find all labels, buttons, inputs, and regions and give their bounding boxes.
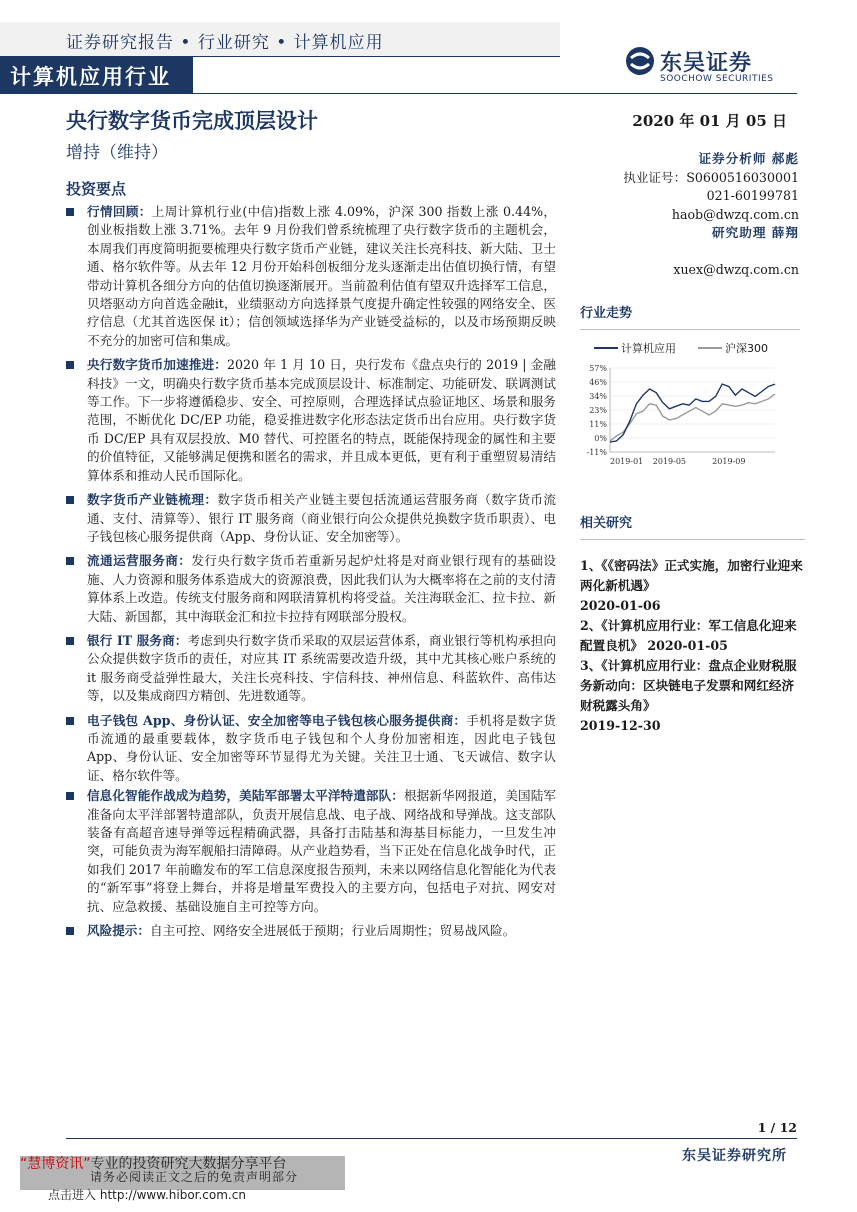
watermark-link[interactable]: 点击进入 http://www.hibor.com.cn: [48, 1188, 246, 1202]
analyst-phone: 021-60199781: [706, 188, 799, 203]
legend-item-csi300: [698, 340, 768, 356]
logo-mark-icon: [625, 46, 655, 76]
bullet-square-icon: [66, 208, 74, 216]
bullet-square-icon: [66, 557, 74, 565]
bullet-square-icon: [66, 496, 74, 504]
related-item[interactable]: 1、《《密码法》正式实施，加密行业迎来两化新机遇》 2020-01-06: [580, 558, 803, 613]
series-line: [610, 394, 775, 441]
legend-swatch: [698, 347, 722, 349]
bullet-operators: 流通运营服务商：发行央行数字货币若重新另起炉灶将是对商业银行现有的基础设施、人力资源和服务体系造成大的资源浪费，因此我们认为大概率将在之前的支付清算体系上改造。传统支付服务商和网联清算机构将受益。关注海联金汇、拉卡拉、新大陆、新国都，其中海联金汇和拉卡拉持有网联部分股权。: [66, 552, 556, 626]
legend-swatch: [594, 347, 618, 349]
breadcrumb: 证券研究报告 • 行业研究 • 计算机应用: [66, 33, 384, 53]
watermark-brand: “慧博资讯”: [20, 1156, 91, 1172]
legend-label: 沪深300: [725, 342, 768, 355]
y-tick-label: 34%: [589, 392, 607, 401]
bullet-square-icon: [66, 361, 74, 369]
bullet-industry-chain: 数字货币产业链梳理：数字货币相关产业链主要包括流通运营服务商（数字货币流通、支付、清算等）、银行 IT 服务商（商业银行向公众提供兑换数字货币职责）、电子钱包核心服务提供商（App、身份认证、安全加密等）。: [66, 491, 556, 546]
summary-column: [66, 178, 556, 940]
logo-text-en: SOOCHOW SECURITIES: [660, 74, 774, 84]
assistant-name: 研究助理 薛翔: [712, 225, 799, 240]
x-tick-label: 2019-09: [712, 457, 746, 466]
company-logo: [625, 46, 800, 88]
assistant-email[interactable]: xuex@dwzq.com.cn: [673, 261, 799, 277]
bullet-wallet: 电子钱包 App、身份认证、安全加密等电子钱包核心服务提供商：手机将是数字货币流通的最重要载体，数字货币电子钱包和个人身份加密相连，因此电子钱包 App、身份认证、安全加密等环节显得尤为关键。关注卫士通、飞天诚信、数字认证、格尔软件等。: [66, 712, 556, 786]
y-tick-label: 0%: [594, 434, 607, 443]
industry-trend-chart: [580, 302, 800, 469]
line-chart: [580, 364, 800, 469]
analyst-email[interactable]: haob@dwzq.com.cn: [671, 206, 799, 222]
related-item[interactable]: 2、《计算机应用行业：军工信息化迎来配置良机》 2020-01-05: [580, 618, 797, 653]
page-number: 1 / 12: [757, 1120, 797, 1135]
bullet-square-icon: [66, 927, 74, 935]
bullet-bank-it: 银行 IT 服务商：考虑到央行数字货币采取的双层运营体系，商业银行等机构承担向公众提供数字货币的责任，对应其 IT 系统需要改造升级，其中尤其核心账户系统的 it 服务商受益弹性最大，关注长亮科技、宇信科技、神州信息、科蓝软件、高伟达等，以及集成商四方精创、先进数通等。: [66, 632, 556, 706]
report-date: 2020 年 01 月 05 日: [632, 112, 787, 130]
logo-text-cn: 东吴证券: [660, 51, 753, 76]
x-tick-label: 2019-01: [610, 457, 644, 466]
series-line: [610, 384, 775, 442]
y-tick-label: 23%: [589, 406, 607, 415]
bullet-square-icon: [66, 637, 74, 645]
y-tick-label: 11%: [589, 420, 607, 429]
legend-item-industry: [594, 340, 676, 356]
breadcrumb-strip: [0, 22, 560, 57]
bullet-dcep: 央行数字货币加速推进：2020 年 1 月 10 日，央行发布《盘点央行的 2019 | 金融科技》一文，明确央行数字货币基本完成顶层设计、标准制定、功能研发、联调测试等工作。下一步将遵循稳步、安全、可控原则，合理选择试点验证地区、场景和服务范围，不断优化 DC/EP 功能，稳妥推进数字化形态法定货币出台应用。央行数字货币 DC/EP 具有双层投放、M0 替代、可控匿名的特点，既能保持现金的属性和主要的价值特征，又能够满足便携和匿名的需求，并且成本更低，更有利于重塑贸易清结算体系和推动人民币国际化。: [66, 356, 556, 485]
related-research: [580, 512, 805, 736]
chart-title: 行业走势: [580, 302, 800, 330]
bullet-military: 信息化智能作战成为趋势，美陆军部署太平洋特遣部队：根据新华网报道，美国陆军准备向太平洋部署特遣部队，负责开展信息战、电子战、网络战和导弹战。这支部队装备有高超音速导弹等远程精确武器，具备打击陆基和海基目标能力，一旦发生冲突，可能负责为海军舰船扫清障碍。从产业趋势看，当下正处在信息化战争时代，正如我们 2017 年前瞻发布的军工信息深度报告预判，未来以网络信息化智能化为代表的“新军事”将登上舞台，并将是增量军费投入的主要方向，包括电子对抗、网安对抗、应急救援、基础设施自主可控等方向。: [66, 787, 556, 916]
bullet-square-icon: [66, 792, 74, 800]
watermark-line2: 请务必阅读正文之后的免责声明部分: [90, 1170, 299, 1184]
report-title: 央行数字货币完成顶层设计: [66, 109, 318, 133]
x-tick-label: 2019-05: [652, 457, 687, 466]
rating: 增持（维持）: [66, 143, 168, 163]
y-tick-label: 57%: [589, 364, 607, 373]
analyst-block: [599, 150, 799, 279]
analyst-name: 证券分析师 郝彪: [698, 151, 799, 166]
y-tick-label: -11%: [586, 448, 607, 457]
chart-legend: [580, 340, 800, 356]
industry-label: 计算机应用行业: [10, 65, 171, 89]
summary-heading: 投资要点: [66, 180, 127, 198]
related-item[interactable]: 3、《计算机应用行业：盘点企业财税服务新动向：区块链电子发票和网红经济财税露头角》 2019-12-30: [580, 658, 797, 733]
analyst-cert: 执业证号：S0600516030001: [623, 169, 799, 185]
industry-band: [0, 57, 193, 94]
y-tick-label: 46%: [589, 378, 607, 387]
watermark-line1: “慧博资讯”专业的投资研究大数据分享平台: [20, 1156, 287, 1172]
legend-label: 计算机应用: [621, 342, 676, 355]
header-divider: [193, 93, 797, 94]
bullet-square-icon: [66, 717, 74, 725]
related-title: 相关研究: [580, 512, 805, 540]
bullet-risk: 风险提示：自主可控、网络安全进展低于预期；行业后周期性；贸易战风险。: [66, 922, 556, 940]
footer-divider: [66, 1138, 797, 1139]
footer-org: 东吴证券研究所: [682, 1148, 787, 1164]
bullet-market-review: 行情回顾：上周计算机行业(中信)指数上涨 4.09%，沪深 300 指数上涨 0.44%，创业板指数上涨 3.71%。去年 9 月份我们曾系统梳理了央行数字货币的主题机会，本周我们再度简明扼要梳理央行数字货币产业链，建议关注长亮科技、新大陆、卫士通、格尔软件等。从去年 12 月份开始科创板细分龙头逐渐走出估值切换行情，有望带动计算机各细分方向的估值切换逐渐展开。当前盈利估值有望双升选择军工信息，贝塔驱动方向首选金融it，业绩驱动方向选择景气度提升确定性较强的网络安全、医疗信息（尤其首选医保 it）；信创领域选择华为产业链受益标的，以及市场预期反映不充分的加密可信和集成。: [66, 203, 556, 350]
